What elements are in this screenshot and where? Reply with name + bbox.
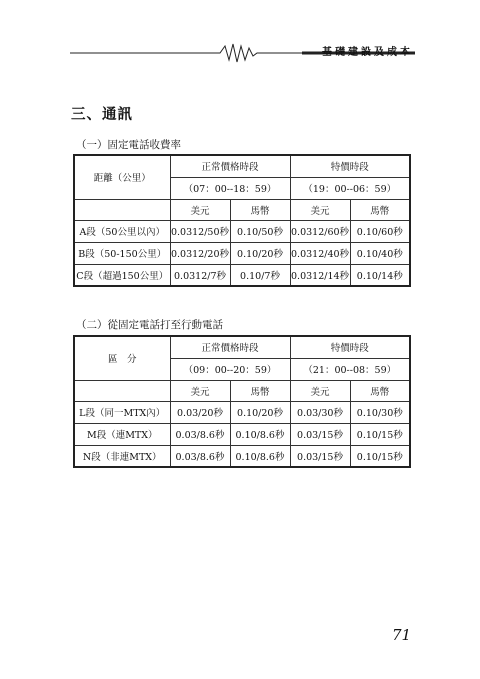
- fixed-line-rate-table: [73, 154, 411, 287]
- rate-cell: 0.0312/7秒: [170, 264, 230, 286]
- empty-cell: [74, 199, 170, 220]
- rate-cell: 0.0312/40秒: [290, 242, 350, 264]
- rate-cell: 0.10/8.6秒: [230, 423, 290, 445]
- usd-header: 美元: [290, 380, 350, 401]
- usd-header: 美元: [170, 380, 230, 401]
- special-period-time: （21：00--08：59）: [290, 358, 410, 380]
- normal-period-time: （09：00--20：59）: [170, 358, 290, 380]
- rate-cell: 0.10/15秒: [350, 445, 410, 467]
- table1-caption: （一）固定電話收費率: [76, 139, 181, 151]
- rate-cell: 0.03/20秒: [170, 401, 230, 423]
- ringgit-header: 馬幣: [350, 380, 410, 401]
- page-number: 71: [392, 626, 412, 644]
- rate-cell: 0.10/7秒: [230, 264, 290, 286]
- rate-cell: 0.10/60秒: [350, 220, 410, 242]
- row-label: N段（非連MTX）: [74, 445, 170, 467]
- ringgit-header: 馬幣: [230, 199, 290, 220]
- rate-cell: 0.10/30秒: [350, 401, 410, 423]
- usd-header: 美元: [290, 199, 350, 220]
- row-label: C段（超過150公里）: [74, 264, 170, 286]
- table-row: [74, 264, 410, 286]
- rate-cell: 0.03/15秒: [290, 423, 350, 445]
- header-title: 基礎建設及成本: [322, 47, 413, 58]
- page-header: [70, 40, 415, 66]
- row-label: A段（50公里以內）: [74, 220, 170, 242]
- normal-period-label: 正常價格時段: [170, 336, 290, 358]
- row-label: M段（連MTX）: [74, 423, 170, 445]
- table-row: [74, 401, 410, 423]
- table-row: [74, 220, 410, 242]
- rate-cell: 0.10/8.6秒: [230, 445, 290, 467]
- section-heading: 三、通訊: [71, 107, 133, 123]
- table-row: [74, 445, 410, 467]
- fixed-to-mobile-rate-table: [73, 335, 411, 468]
- ringgit-header: 馬幣: [230, 380, 290, 401]
- normal-period-time: （07：00--18：59）: [170, 177, 290, 199]
- ringgit-header: 馬幣: [350, 199, 410, 220]
- normal-period-label: 正常價格時段: [170, 155, 290, 177]
- rate-cell: 0.0312/60秒: [290, 220, 350, 242]
- rate-cell: 0.10/20秒: [230, 242, 290, 264]
- rate-cell: 0.10/14秒: [350, 264, 410, 286]
- rate-cell: 0.10/20秒: [230, 401, 290, 423]
- empty-cell: [74, 380, 170, 401]
- rate-cell: 0.03/30秒: [290, 401, 350, 423]
- usd-header: 美元: [170, 199, 230, 220]
- special-period-label: 特價時段: [290, 155, 410, 177]
- rate-cell: 0.0312/20秒: [170, 242, 230, 264]
- rate-cell: 0.0312/14秒: [290, 264, 350, 286]
- row-header: 區 分: [74, 336, 170, 380]
- rate-cell: 0.03/15秒: [290, 445, 350, 467]
- special-period-label: 特價時段: [290, 336, 410, 358]
- rate-cell: 0.03/8.6秒: [170, 445, 230, 467]
- table-row: [74, 242, 410, 264]
- rate-cell: 0.10/40秒: [350, 242, 410, 264]
- rate-cell: 0.0312/50秒: [170, 220, 230, 242]
- rate-cell: 0.10/15秒: [350, 423, 410, 445]
- special-period-time: （19：00--06：59）: [290, 177, 410, 199]
- rate-cell: 0.10/50秒: [230, 220, 290, 242]
- row-label: B段（50-150公里）: [74, 242, 170, 264]
- row-header: 距離（公里）: [74, 155, 170, 199]
- row-label: L段（同一MTX內）: [74, 401, 170, 423]
- rate-cell: 0.03/8.6秒: [170, 423, 230, 445]
- table2-caption: （二）從固定電話打至行動電話: [76, 319, 223, 331]
- table-row: [74, 423, 410, 445]
